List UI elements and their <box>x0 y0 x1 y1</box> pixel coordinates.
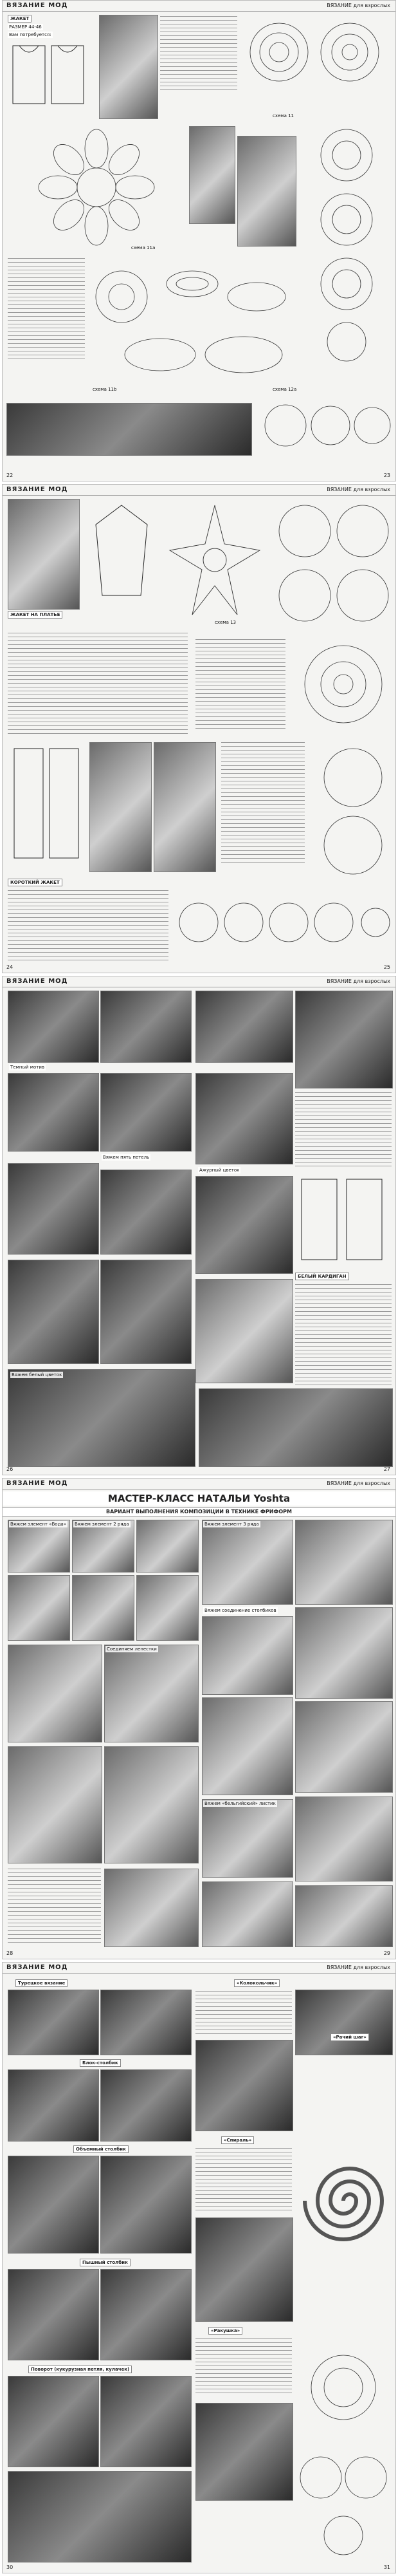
sample-photo-7 <box>8 2269 99 2360</box>
header-note: ВЯЗАНИЕ для взрослых <box>327 3 390 8</box>
magazine-spread-3 <box>2 976 396 1475</box>
page-number: 28 <box>6 1950 14 1956</box>
schema-label: схема 13 <box>215 620 237 625</box>
photo-caption: Вяжем соединение столбиков <box>204 1608 276 1613</box>
header-note: ВЯЗАНИЕ для взрослых <box>327 978 390 984</box>
photo-caption: Вяжем белый цветок <box>12 1372 62 1377</box>
schema-label: схема 11a <box>131 245 156 250</box>
photo-caption: Вяжем элемент 3 ряда <box>204 1522 259 1527</box>
model-photo-jacket <box>99 15 158 119</box>
sample-photo-15 <box>195 2403 293 2501</box>
pullover-title: ЖАКЕТ НА ПЛАТЬЕ <box>8 611 62 619</box>
step-photo-1 <box>8 991 99 1063</box>
size-label: РАЗМЕР 44-46 <box>9 24 42 30</box>
model-photo-coat <box>89 742 152 872</box>
step-photo-11 <box>8 1260 99 1364</box>
sample-photo-4 <box>100 2069 192 2142</box>
border-motifs <box>173 890 392 961</box>
cardigan-pattern <box>295 1173 392 1269</box>
page-header <box>3 1963 395 1974</box>
page-number: 30 <box>6 2564 14 2570</box>
photo-caption: Вяжем элемент 2 ряда <box>75 1522 129 1527</box>
photo-caption: Вяжем пять петель <box>103 1155 150 1160</box>
brand-logo: ВЯЗАНИЕ МОД <box>6 486 68 493</box>
schema-label: схема 11 <box>273 113 294 118</box>
step-photo-9 <box>202 1616 293 1695</box>
instructions-text-2 <box>195 2148 292 2212</box>
instructions-text-3 <box>195 2338 292 2396</box>
model-photo-pullover <box>8 499 80 610</box>
page-number: 22 <box>6 472 14 478</box>
sample-photo-11 <box>8 2471 192 2562</box>
header-note: ВЯЗАНИЕ для взрослых <box>327 1965 390 1970</box>
pattern-diagram <box>6 39 96 117</box>
step-photo-13 <box>202 1697 293 1795</box>
detail-photo <box>6 403 252 456</box>
step-photo-3 <box>136 1520 199 1573</box>
step-photo-16 <box>104 1746 199 1863</box>
photo-caption: Темный мотив <box>10 1065 45 1070</box>
instructions-text-2 <box>295 1284 392 1387</box>
step-photo-19 <box>104 1869 199 1947</box>
instructions-text <box>8 633 188 736</box>
jacket-title: ЖАКЕТ <box>8 15 32 23</box>
technique-label: Пышный столбик <box>80 2259 131 2266</box>
page-header <box>3 485 395 496</box>
sample-photo-14 <box>195 2217 293 2322</box>
sample-photo-13 <box>195 2040 293 2131</box>
instructions-text-3 <box>221 742 305 864</box>
instructions-text-2 <box>195 639 285 729</box>
step-photo-1 <box>8 1520 70 1573</box>
step-photo-2 <box>72 1520 134 1573</box>
step-photo-6 <box>8 1575 70 1641</box>
sample-photo-1 <box>8 1990 99 2055</box>
step-photo-7 <box>72 1575 134 1641</box>
page-number: 25 <box>383 964 390 970</box>
instructions-text-4 <box>8 890 168 961</box>
brand-logo: ВЯЗАНИЕ МОД <box>6 1964 68 1971</box>
model-photo-3 <box>237 136 296 247</box>
page-number: 29 <box>383 1950 390 1956</box>
technique-label: Поворот (кукурузная петля, кулачек) <box>28 2366 132 2373</box>
photo-caption: Соединяем лепестки <box>107 1647 157 1652</box>
technique-label: «Ракушка» <box>208 2327 242 2335</box>
step-photo-7 <box>195 1073 293 1164</box>
step-photo-18 <box>295 1797 393 1881</box>
step-photo-5 <box>8 1073 99 1152</box>
instructions-text <box>8 1869 101 1946</box>
sample-photo-3 <box>8 2069 99 2142</box>
technique-label: «Колокольчик» <box>234 1979 280 1987</box>
step-photo-10 <box>295 1607 393 1699</box>
technique-label: «Рачий шаг» <box>330 2033 369 2041</box>
page-header <box>3 1 395 12</box>
brand-logo: ВЯЗАНИЕ МОД <box>6 1480 68 1487</box>
sample-photo-2 <box>100 1990 192 2055</box>
step-photo-15 <box>8 1746 102 1863</box>
page-header <box>3 1479 395 1489</box>
step-photo-14 <box>295 1701 393 1793</box>
step-photo-6 <box>100 1073 192 1152</box>
small-motifs <box>260 393 395 464</box>
sample-photo-8 <box>100 2269 192 2360</box>
pattern-diagram <box>83 499 160 602</box>
page-number: 27 <box>383 1466 390 1472</box>
technique-label: Блок-столбик <box>80 2059 121 2067</box>
step-photo-3 <box>195 991 293 1063</box>
step-photo-20 <box>202 1881 293 1947</box>
step-photo-13 <box>8 1369 195 1467</box>
step-photo-14 <box>199 1388 393 1467</box>
motif-column <box>298 123 395 368</box>
step-photo-4 <box>202 1520 293 1605</box>
model-photo-coat-2 <box>154 742 216 872</box>
page-number: 31 <box>383 2564 390 2570</box>
motif-diagram <box>292 633 395 749</box>
magazine-spread-2 <box>2 484 396 973</box>
page-header <box>3 976 395 987</box>
sample-photo-5 <box>8 2156 99 2254</box>
flower-diagram <box>6 123 186 252</box>
sample-photo-9 <box>8 2376 99 2467</box>
shell-diagrams <box>295 2349 392 2561</box>
magazine-spread-5 <box>2 1962 396 2573</box>
step-photo-17 <box>202 1799 293 1878</box>
step-photo-21 <box>295 1885 393 1947</box>
photo-caption: Вяжем «бельгийский» листик <box>204 1801 276 1806</box>
page-number: 26 <box>6 1466 14 1472</box>
needs-label: Вам потребуется: <box>9 32 51 37</box>
spiral-diagram <box>295 2059 392 2342</box>
master-class-title: МАСТЕР-КЛАСС НАТАЛЬИ Yoshta <box>3 1491 395 1506</box>
brand-logo: ВЯЗАНИЕ МОД <box>6 2 68 9</box>
motif-stack <box>311 742 395 884</box>
step-photo-12 <box>104 1645 199 1742</box>
brand-logo: ВЯЗАНИЕ МОД <box>6 978 68 985</box>
step-photo-8 <box>136 1575 199 1641</box>
step-photo-5 <box>295 1520 393 1605</box>
photo-caption: Ажурный цветок <box>199 1168 240 1173</box>
sample-photo-6 <box>100 2156 192 2254</box>
step-photo-2 <box>100 991 192 1063</box>
master-class-subtitle: ВАРИАНТ ВЫПОЛНЕНИЯ КОМПОЗИЦИИ В ТЕХНИКЕ ФРИФОРМ <box>3 1507 395 1517</box>
model-photo-cardigan <box>195 1279 293 1383</box>
technique-label: «Спираль» <box>221 2136 254 2144</box>
page-number: 24 <box>6 964 14 970</box>
instructions-text <box>195 1991 292 2036</box>
step-photo-11 <box>8 1645 102 1742</box>
header-note: ВЯЗАНИЕ для взрослых <box>327 487 390 492</box>
cardigan-title: БЕЛЫЙ КАРДИГАН <box>295 1273 349 1280</box>
instructions-text <box>295 1092 392 1170</box>
schema-label: схема 11b <box>93 387 117 392</box>
technique-label: Турецкое вязание <box>15 1979 68 1987</box>
step-photo-4 <box>295 991 393 1088</box>
coat-pattern <box>8 742 85 871</box>
star-motif <box>163 499 266 628</box>
sample-photo-12 <box>295 1990 393 2055</box>
magazine-spread-4 <box>2 1478 396 1959</box>
step-photo-9 <box>100 1170 192 1255</box>
header-note: ВЯЗАНИЕ для взрослых <box>327 1480 390 1486</box>
chain-motifs <box>89 258 295 387</box>
sample-photo-10 <box>100 2376 192 2467</box>
page-number: 23 <box>383 472 390 478</box>
motif-diagrams <box>240 14 395 117</box>
step-photo-12 <box>100 1260 192 1364</box>
schema-label: схема 12a <box>273 387 297 392</box>
model-photo-2 <box>189 126 235 224</box>
round-motifs <box>273 499 395 628</box>
step-photo-10 <box>195 1176 293 1274</box>
photo-caption: Вяжем элемент «Вода» <box>10 1522 67 1527</box>
coat-title: КОРОТКИЙ ЖАКЕТ <box>8 879 62 886</box>
instructions-text <box>160 16 237 93</box>
technique-label: Объемный столбик <box>73 2145 129 2153</box>
instructions-text-2 <box>8 258 85 361</box>
magazine-spread-1 <box>2 0 396 481</box>
step-photo-8 <box>8 1163 99 1255</box>
